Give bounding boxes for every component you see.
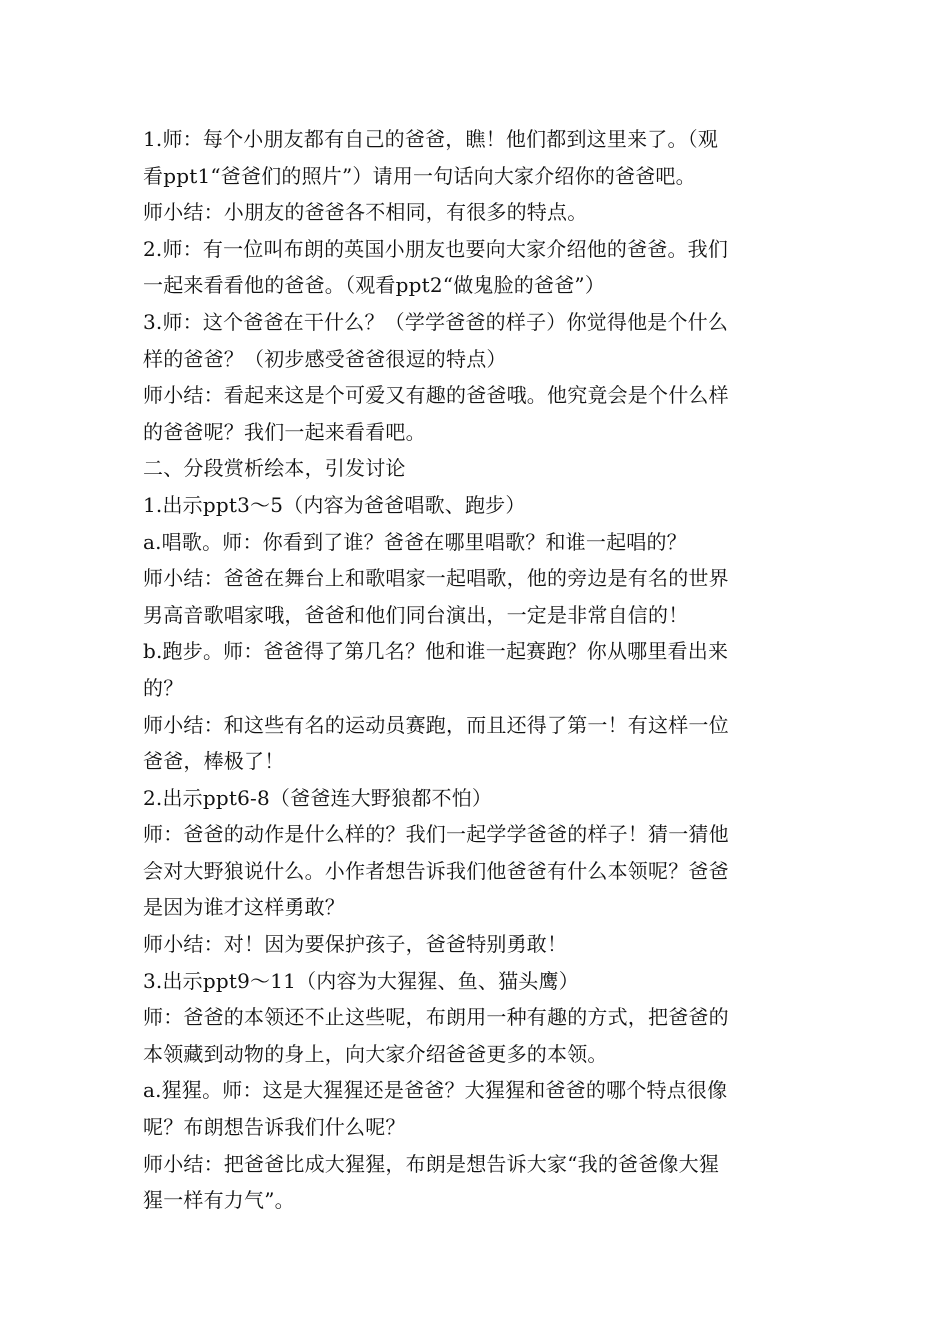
section-heading: 二、分段赏析绘本，引发讨论 <box>143 456 406 481</box>
text-line: 本领藏到动物的身上，向大家介绍爸爸更多的本领。 <box>143 1041 608 1066</box>
text-line: 1.出示ppt3～5（内容为爸爸唱歌、跑步） <box>143 492 526 517</box>
text-line: 师小结：爸爸在舞台上和歌唱家一起唱歌，他的旁边是有名的世界 <box>143 566 729 591</box>
text-line: 师：爸爸的动作是什么样的？我们一起学学爸爸的样子！猜一猜他 <box>143 822 729 847</box>
text-line: 师小结：小朋友的爸爸各不相同，有很多的特点。 <box>143 200 588 225</box>
document-body <box>143 121 813 1219</box>
text-line: 的爸爸呢？我们一起来看看吧。 <box>143 419 426 444</box>
text-line: b.跑步。师：爸爸得了第几名？他和谁一起赛跑？你从哪里看出来 <box>143 639 729 664</box>
text-line: 看ppt1“爸爸们的照片”）请用一句话向大家介绍你的爸爸吧。 <box>143 163 696 188</box>
text-line: 爸爸，棒极了！ <box>143 749 285 774</box>
text-line: 师小结：把爸爸比成大猩猩，布朗是想告诉大家“我的爸爸像大猩 <box>143 1151 720 1176</box>
text-line: 师小结：和这些有名的运动员赛跑，而且还得了第一！有这样一位 <box>143 712 729 737</box>
text-line: 师：爸爸的本领还不止这些呢，布朗用一种有趣的方式，把爸爸的 <box>143 1005 729 1030</box>
text-line: 一起来看看他的爸爸。（观看ppt2“做鬼脸的爸爸”） <box>143 273 606 298</box>
text-line: 3.师：这个爸爸在干什么？（学学爸爸的样子）你觉得他是个什么 <box>143 309 729 334</box>
text-line: 1.师：每个小朋友都有自己的爸爸，瞧！他们都到这里来了。（观 <box>143 127 719 151</box>
text-line: 呢？布朗想告诉我们什么呢？ <box>143 1115 406 1140</box>
text-line: 是因为谁才这样勇敢？ <box>143 895 345 920</box>
text-line: 师小结：看起来这是个可爱又有趣的爸爸哦。他究竟会是个什么样 <box>143 383 729 408</box>
text-line: 猩一样有力气”。 <box>143 1188 295 1213</box>
text-line: 2.师：有一位叫布朗的英国小朋友也要向大家介绍他的爸爸。我们 <box>143 236 729 261</box>
text-line: a.唱歌。师：你看到了谁？爸爸在哪里唱歌？和谁一起唱的？ <box>143 529 687 554</box>
text-line: 师小结：对！因为要保护孩子，爸爸特别勇敢！ <box>143 932 568 957</box>
text-line: 男高音歌唱家哦，爸爸和他们同台演出，一定是非常自信的！ <box>143 602 689 627</box>
text-line: 3.出示ppt9～11（内容为大猩猩、鱼、猫头鹰） <box>143 968 579 993</box>
text-line: 2.出示ppt6-8（爸爸连大野狼都不怕） <box>143 785 493 810</box>
text-line: 会对大野狼说什么。小作者想告诉我们他爸爸有什么本领呢？爸爸 <box>143 858 729 883</box>
text-line: 样的爸爸？（初步感受爸爸很逗的特点） <box>143 346 507 371</box>
text-line: a.猩猩。师：这是大猩猩还是爸爸？大猩猩和爸爸的哪个特点很像 <box>143 1078 728 1103</box>
text-line: 的？ <box>143 675 184 700</box>
